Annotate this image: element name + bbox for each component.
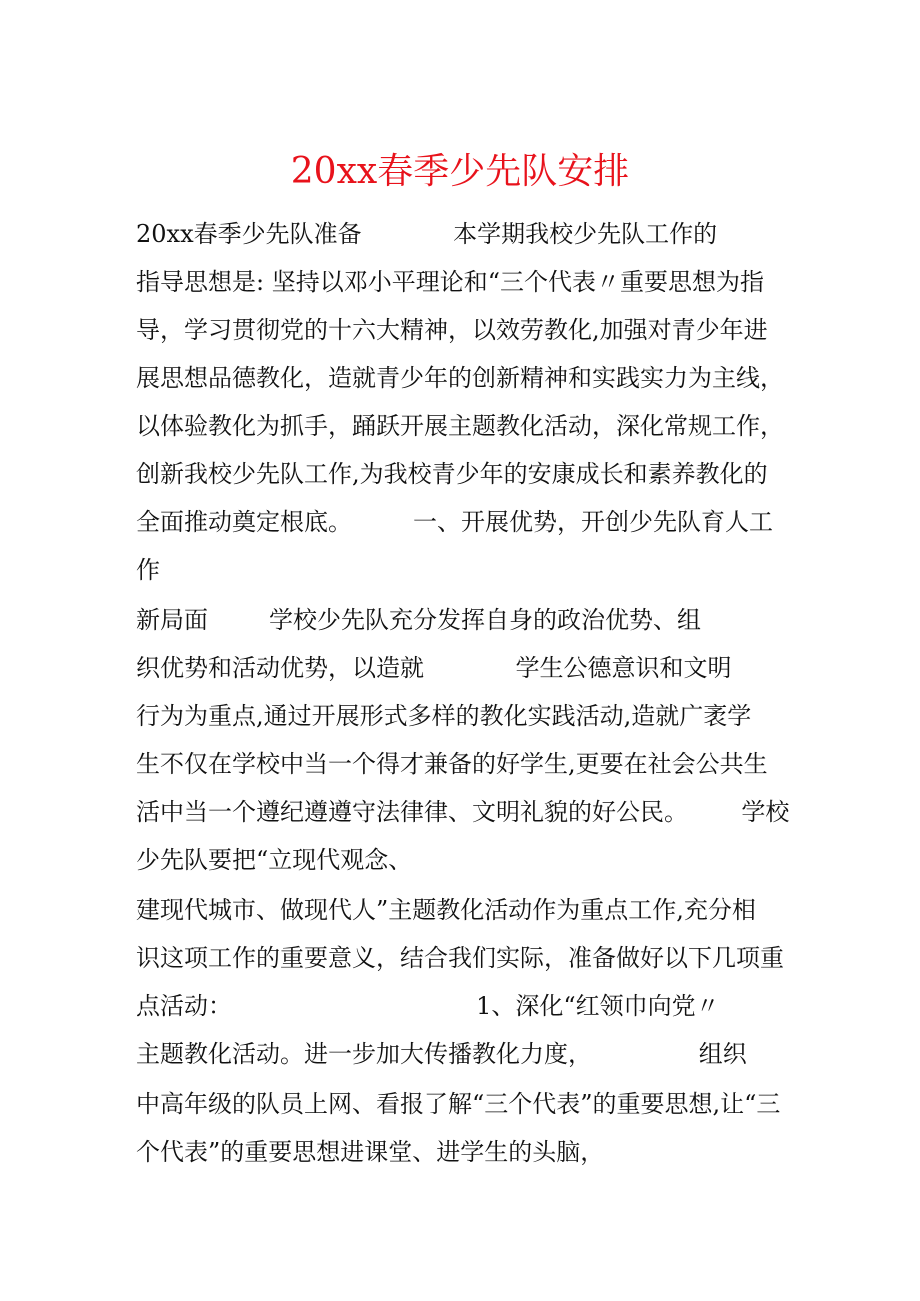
body-line: 20xx春季少先队准备 本学期我校少先队工作的 — [136, 220, 718, 248]
body-line: 以体验教化为抓手，踊跃开展主题教化活动，深化常规工作， — [136, 412, 784, 440]
body-line: 点活动： 1、深化“红领巾向党〃 — [136, 992, 720, 1020]
body-line: 生不仅在学校中当一个得才兼备的好学生,更要在社会公共生 — [136, 750, 768, 778]
body-line: 全面推动奠定根底。 一、开展优势，开创少先队育人工 — [136, 508, 774, 536]
body-line: 主题教化活动。进一步加大传播教化力度， 组织 — [136, 1040, 747, 1068]
body-line: 行为为重点,通过开展形式多样的教化实践活动,造就广袤学 — [136, 702, 752, 730]
body-line: 建现代城市、做现代人”主题教化活动作为重点工作,充分相 — [136, 896, 756, 924]
body-line: 活中当一个遵纪遵遵守法律律、文明礼貌的好公民。 学校 — [136, 798, 790, 826]
body-line: 导，学习贯彻党的十六大精神，以效劳教化,加强对青少年进 — [136, 316, 768, 344]
body-line: 创新我校少先队工作,为我校青少年的安康成长和素养教化的 — [136, 460, 768, 488]
body-line: 指导思想是: 坚持以邓小平理论和“三个代表〃重要思想为指 — [136, 268, 764, 296]
body-line: 中高年级的队员上网、看报了解“三个代表”的重要思想,让“三 — [136, 1090, 781, 1118]
body-line: 个代表”的重要思想进课堂、进学生的头脑， — [136, 1138, 605, 1166]
body-line: 织优势和活动优势，以造就 学生公德意识和文明 — [136, 654, 732, 682]
body-line: 识这项工作的重要意义，结合我们实际，准备做好以下几项重 — [136, 944, 784, 972]
body-line: 展思想品德教化，造就青少年的创新精神和实践实力为主线， — [136, 364, 784, 392]
document-title: 20xx春季少先队安排 — [290, 151, 630, 192]
body-line: 少先队要把“立现代观念、 — [136, 846, 413, 874]
body-line: 作 — [136, 556, 160, 584]
body-line: 新局面 学校少先队充分发挥自身的政治优势、组 — [136, 606, 702, 634]
